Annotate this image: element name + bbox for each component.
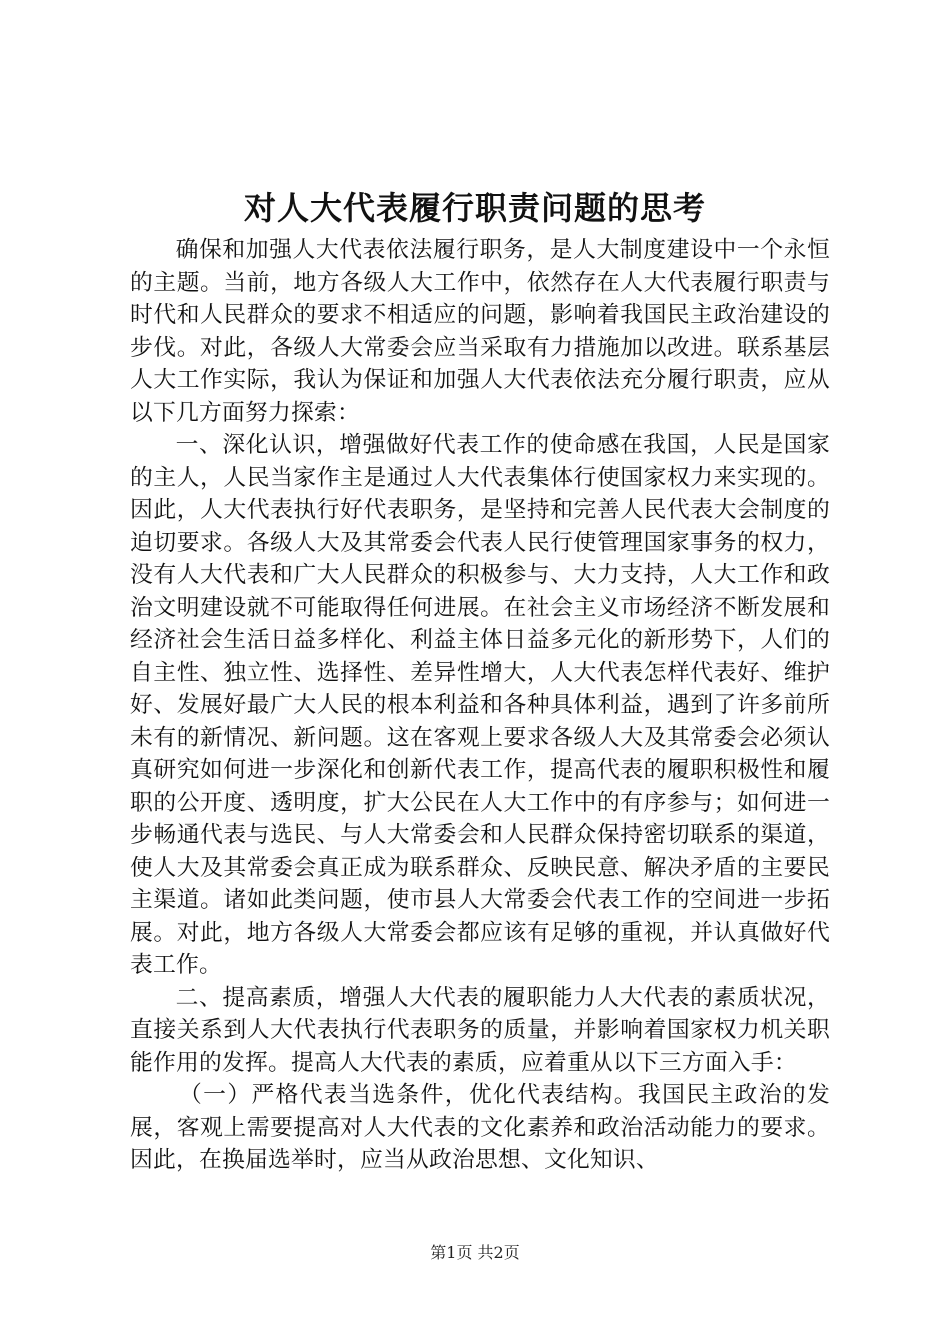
paragraph-subsection-one: （一）严格代表当选条件，优化代表结构。我国民主政治的发展，客观上需要提高对人大代表的文化素养和政治活动能力的要求。因此，在换届选举时，应当从政治思想、文化知识、 (130, 1082, 830, 1173)
paragraph-section-one: 一、深化认识，增强做好代表工作的使命感在我国，人民是国家的主人，人民当家作主是通过人大代表集体行使国家权力来实现的。因此，人大代表执行好代表职务，是坚持和完善人民代表大会制度的迫切要求。各级人大及其常委会代表人民行使管理国家事务的权力，没有人大代表和广大人民群众的积极参与、大力支持，人大工作和政治文明建设就不可能取得任何进展。在社会主义市场经济不断发展和经济社会生活日益多样化、利益主体日益多元化的新形势下，人们的自主性、独立性、选择性、差异性增大，人大代表怎样代表好、维护好、发展好最广大人民的根本利益和各种具体利益，遇到了许多前所未有的新情况、新问题。这在客观上要求各级人大及其常委会必须认真研究如何进一步深化和创新代表工作，提高代表的履职积极性和履职的公开度、透明度，扩大公民在人大工作中的有序参与；如何进一步畅通代表与选民、与人大常委会和人民群众保持密切联系的渠道，使人大及其常委会真正成为联系群众、反映民意、解决矛盾的主要民主渠道。诸如此类问题，使市县人大常委会代表工作的空间进一步拓展。对此，地方各级人大常委会都应该有足够的重视，并认真做好代表工作。 (130, 432, 830, 978)
page-footer: 第1页 共2页 (430, 1243, 520, 1262)
paragraph-intro: 确保和加强人大代表依法履行职务，是人大制度建设中一个永恒的主题。当前，地方各级人大工作中，依然存在人大代表履行职责与时代和人民群众的要求不相适应的问题，影响着我国民主政治建设的步伐。对此，各级人大常委会应当采取有力措施加以改进。联系基层人大工作实际，我认为保证和加强人大代表依法充分履行职责，应从以下几方面努力探索： (130, 237, 830, 426)
document-body (130, 234, 830, 1177)
document-title: 对人大代表履行职责问题的思考 (243, 189, 706, 227)
paragraph-section-two: 二、提高素质，增强人大代表的履职能力人大代表的素质状况，直接关系到人大代表执行代表职务的质量，并影响着国家权力机关职能作用的发挥。提高人大代表的素质，应着重从以下三方面入手： (130, 984, 830, 1076)
